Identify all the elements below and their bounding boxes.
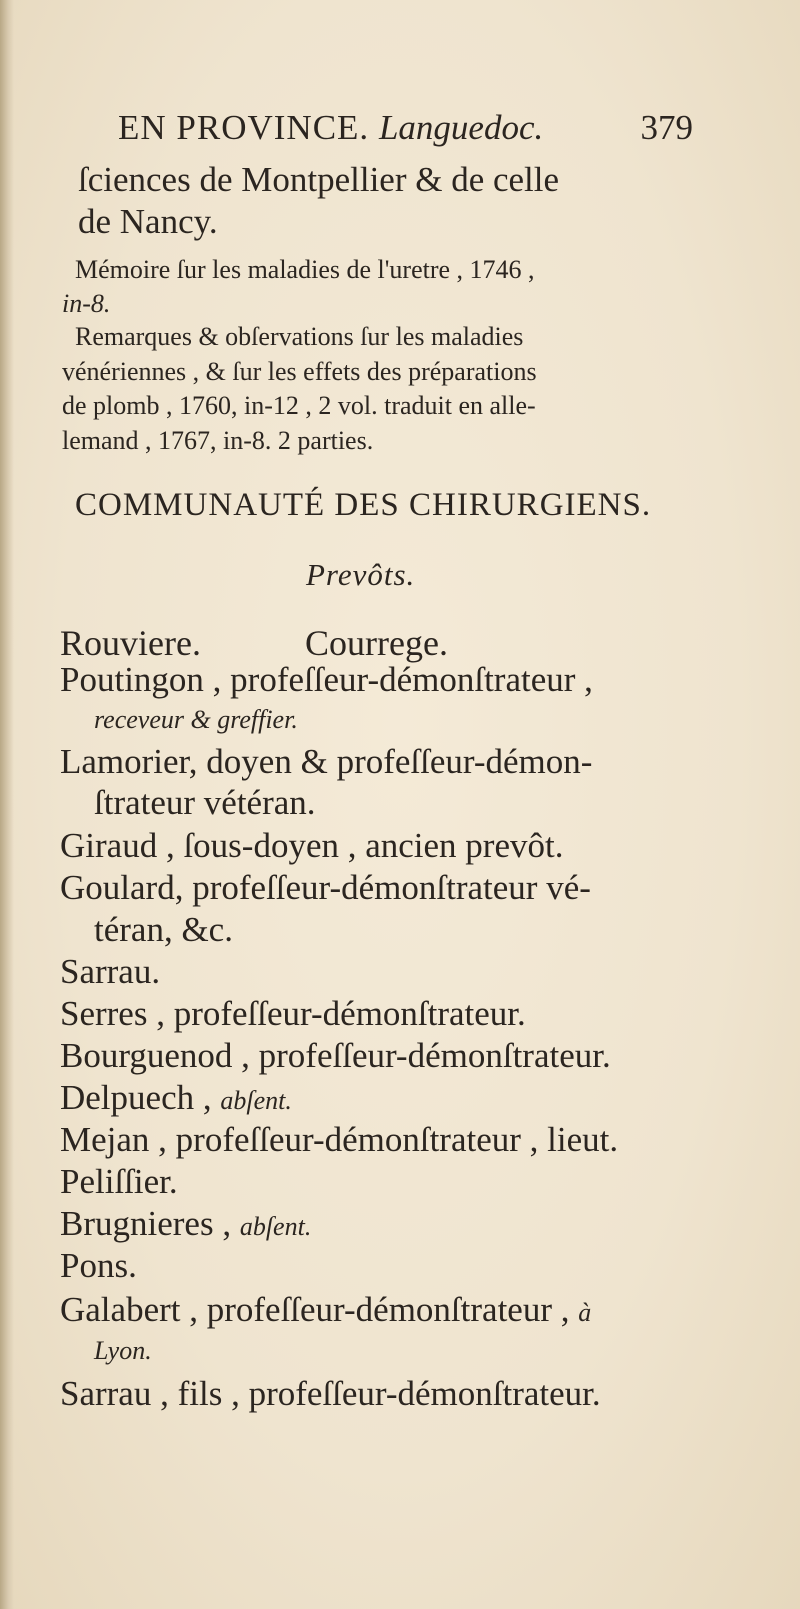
member-line: Bourguenod , profeſſeur-démonſtrateur. — [60, 1036, 611, 1075]
page-binding-edge — [0, 0, 14, 1609]
member-continuation: receveur & greffier. — [94, 705, 298, 734]
member-line: Serres , profeſſeur-démonſtrateur. — [60, 994, 526, 1033]
work-2-line-2: vénériennes , & ſur les effets des préparations — [62, 357, 537, 386]
header-region: Languedoc. — [378, 108, 544, 147]
member-text: Galabert , profeſſeur-démonſtrateur , — [60, 1290, 570, 1329]
intro-line-1: ſciences de Montpellier & de celle — [78, 160, 560, 199]
member-line: Sarrau. — [60, 952, 161, 991]
work-1-line-1: Mémoire ſur les maladies de l'uretre , 1746 , — [75, 255, 535, 284]
member-note: abſent. — [239, 1212, 312, 1241]
prevot-second: Courrege. — [305, 623, 448, 663]
page-number: 379 — [640, 108, 693, 147]
subheading: Prevôts. — [306, 557, 416, 592]
member-continuation: Lyon. — [94, 1336, 152, 1365]
member-line: Sarrau , fils , profeſſeur-démonſtrateur. — [60, 1374, 601, 1413]
member-line: Peliſſier. — [60, 1162, 178, 1201]
member-line — [60, 1204, 311, 1244]
member-name: Brugnieres , — [60, 1204, 232, 1243]
work-2-line-3: de plomb , 1760, in-12 , 2 vol. traduit en alle- — [62, 391, 536, 420]
work-1-line-2: in-8. — [62, 289, 111, 318]
section-title: COMMUNAUTÉ DES CHIRURGIENS. — [75, 487, 652, 523]
member-name: Delpuech , — [60, 1078, 212, 1117]
member-line: Mejan , profeſſeur-démonſtrateur , lieut. — [60, 1120, 619, 1159]
member-line: Giraud , ſous-doyen , ancien prevôt. — [60, 826, 564, 865]
member-continuation: téran, &c. — [94, 910, 233, 949]
running-header — [118, 108, 693, 154]
work-2-line-4: lemand , 1767, in-8. 2 parties. — [62, 426, 374, 455]
member-line — [60, 1290, 591, 1330]
member-note: à — [578, 1298, 592, 1327]
member-line: Lamorier, doyen & profeſſeur-démon- — [60, 742, 593, 781]
intro-line-2: de Nancy. — [78, 202, 218, 241]
member-note: abſent. — [220, 1086, 292, 1115]
member-line: Goulard, profeſſeur-démonſtrateur vé- — [60, 868, 591, 907]
header-title: EN PROVINCE. Languedoc. — [118, 108, 544, 147]
member-continuation: ſtrateur vétéran. — [94, 783, 316, 822]
member-line — [60, 1078, 292, 1118]
member-line: Pons. — [60, 1246, 137, 1285]
prevot-first: Rouviere. — [60, 623, 201, 663]
work-2-line-1: Remarques & obſervations ſur les maladies — [75, 322, 524, 351]
member-line: Poutingon , profeſſeur-démonſtrateur , — [60, 660, 593, 699]
